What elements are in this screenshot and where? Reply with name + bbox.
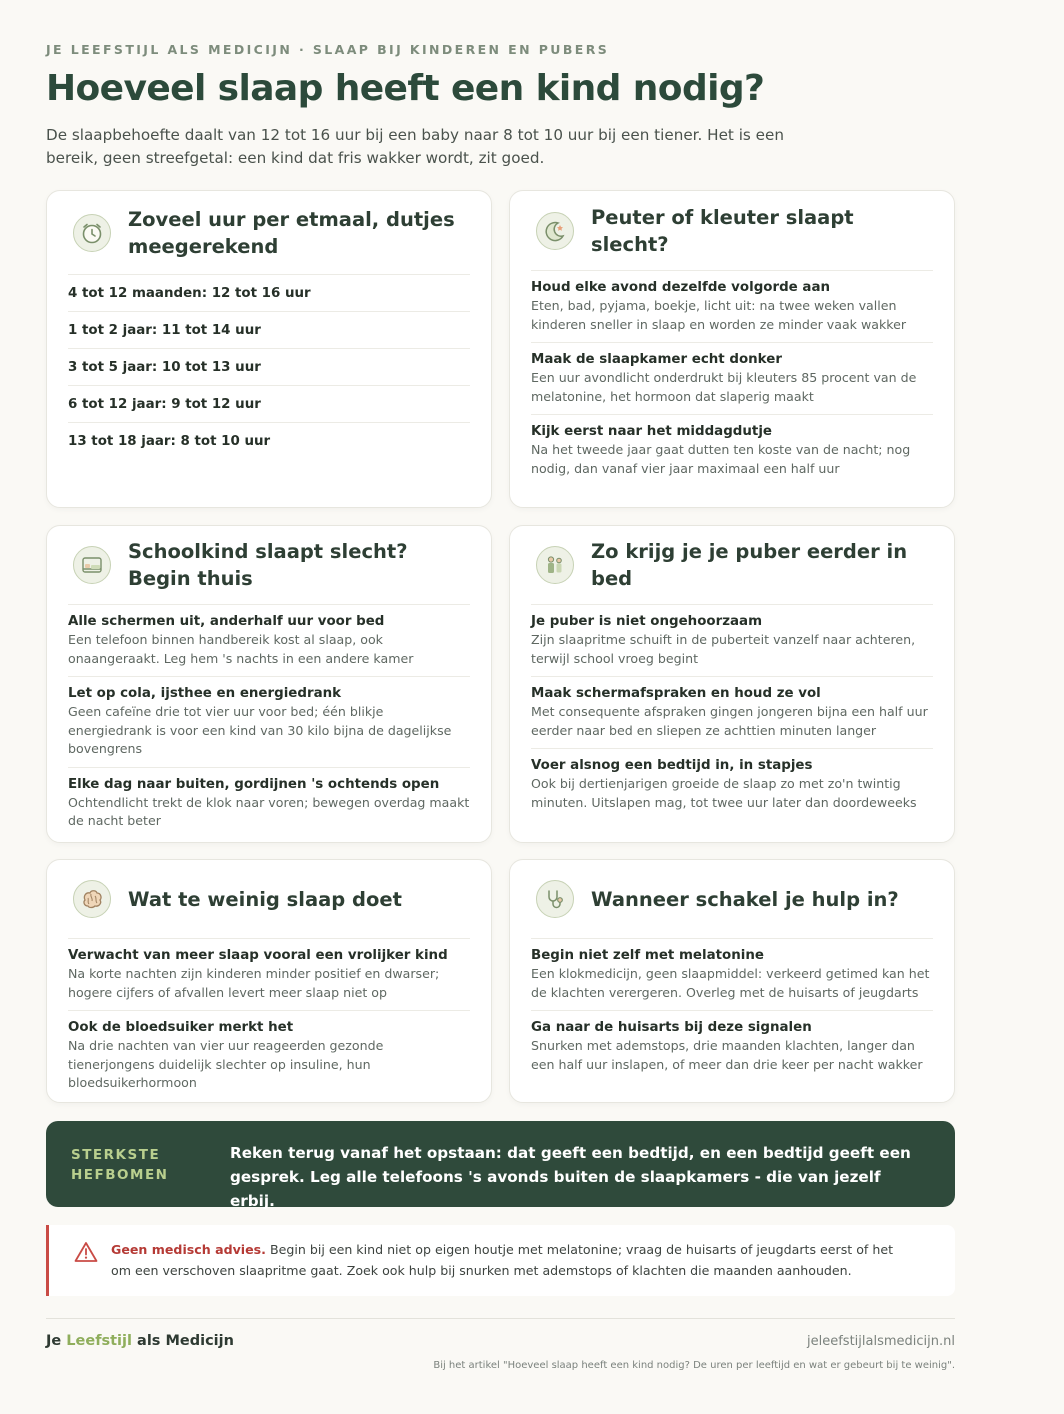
item-title: Verwacht van meer slaap vooral een vrolijker kind [68, 948, 448, 963]
disclaimer-strong: Geen medisch advies. [111, 1242, 266, 1257]
key-levers-banner [46, 1121, 955, 1210]
item-title: Begin niet zelf met melatonine [531, 948, 764, 963]
list-item [68, 939, 470, 1011]
item-body: Een telefoon binnen handbereik kost al slaap, ook onaangeraakt. Leg hem 's nachts in een andere kamer [68, 632, 414, 666]
item-body: Snurken met ademstops, drie maanden klachten, langer dan een half uur inslapen, of meer dan drie keer per nacht wakker [531, 1038, 923, 1072]
item-body: Ochtendlicht trekt de klok naar voren; bewegen overdag maakt de nacht beter [68, 794, 470, 828]
list-item [531, 1011, 933, 1082]
banner-text: Reken terug vanaf het opstaan: dat geeft een bedtijd, en een bedtijd geeft een gesprek. Leg alle telefoons 's avonds buiten de slaapkamers - die van jezelf erbij. [230, 1144, 911, 1210]
banner-label: STERKSTE HEFBOMEN [71, 1147, 169, 1183]
card-title: Peuter of kleuter slaapt slecht? [591, 205, 854, 256]
eyebrow: JE LEEFSTIJL ALS MEDICIJN · SLAAP BIJ KINDEREN EN PUBERS [46, 42, 610, 57]
intro-text: De slaapbehoefte daalt van 12 tot 16 uur bij een baby naar 8 tot 10 uur bij een tiener. Het is een bereik, geen streefgetal: een kind dat fris wakker wordt, zit goed. [46, 126, 784, 167]
medical-disclaimer [46, 1225, 955, 1296]
card-title: Wat te weinig slaap doet [128, 887, 402, 911]
list-item: 4 tot 12 maanden: 12 tot 16 uur [68, 275, 470, 312]
card-title: Wanneer schakel je hulp in? [591, 887, 899, 911]
stethoscope-icon [536, 880, 574, 918]
card-header [68, 526, 470, 605]
tip-list [531, 271, 933, 486]
card-toddler [509, 190, 955, 508]
list-item: 3 tot 5 jaar: 10 tot 13 uur [68, 349, 470, 386]
list-item [68, 605, 470, 677]
tip-list [68, 939, 470, 1101]
card-schoolkid [46, 525, 492, 843]
warning-triangle-icon [74, 1241, 98, 1267]
site-link[interactable]: jeleefstijlalsmedicijn.nl [807, 1334, 955, 1349]
list-item [531, 677, 933, 749]
item-title: Kijk eerst naar het middagdutje [531, 424, 772, 439]
card-header [68, 191, 470, 275]
item-body: Met consequente afspraken gingen jongeren bijna een half uur eerder naar bed en sliepen ze achttien minuten langer [531, 704, 928, 738]
footer-divider [46, 1318, 955, 1319]
moon-star-icon [536, 212, 574, 250]
item-title: Ga naar de huisarts bij deze signalen [531, 1020, 812, 1035]
brand-accent: Leefstijl [66, 1333, 132, 1349]
tip-list [531, 939, 933, 1082]
list-item: 1 tot 2 jaar: 11 tot 14 uur [68, 312, 470, 349]
item-title: Ook de bloedsuiker merkt het [68, 1020, 294, 1035]
item-body: Geen cafeïne drie tot vier uur voor bed; één blikje energiedrank is voor een kind van 30 kilo bijna de dagelijkse bovengrens [68, 704, 452, 756]
list-item [531, 749, 933, 820]
bed-icon [73, 546, 111, 584]
brain-icon [73, 880, 111, 918]
tip-list [68, 605, 470, 839]
item-body: Na drie nachten van vier uur reageerden gezonde tienerjongens duidelijk slechter op insuline, hun bloedsuikerhormoon [68, 1038, 384, 1090]
item-body: Ook bij dertienjarigen groeide de slaap zo met zo'n twintig minuten. Uitslapen mag, tot twee uur later dan doordeweeks [531, 776, 917, 810]
item-body: Een uur avondlicht onderdrukt bij kleuters 85 procent van de melatonine, het hormoon dat slaperig maakt [531, 370, 917, 404]
item-title: Maak schermafspraken en houd ze vol [531, 686, 821, 701]
brand-pre: Je [46, 1333, 67, 1349]
item-title: Maak de slaapkamer echt donker [531, 352, 782, 367]
list-item [531, 343, 933, 415]
item-title: Let op cola, ijsthee en energiedrank [68, 686, 342, 701]
card-sleep-hours [46, 190, 492, 508]
card-header [531, 191, 933, 271]
item-body: Een klokmedicijn, geen slaapmiddel: verkeerd getimed kan het de klachten verergeren. Overleg met de huisarts of jeugdarts [531, 966, 930, 1000]
list-item [531, 271, 933, 343]
family-icon [536, 546, 574, 584]
item-body: Na het tweede jaar gaat dutten ten koste van de nacht; nog nodig, dan vanaf vier jaar maximaal een half uur [531, 442, 911, 476]
alarm-clock-icon [73, 214, 111, 252]
card-title: Zoveel uur per etmaal, dutjes meegerekend [128, 207, 455, 258]
source-note: Bij het artikel "Hoeveel slaap heeft een kind nodig? De uren per leeftijd en wat er gebeurt bij te weinig". [433, 1360, 955, 1371]
item-title: Houd elke avond dezelfde volgorde aan [531, 280, 831, 295]
item-body: Eten, bad, pyjama, boekje, licht uit: na twee weken vallen kinderen sneller in slaap en worden ze minder vaak wakker [531, 298, 907, 332]
disclaimer-body: Begin bij een kind niet op eigen houtje met melatonine; vraag de huisarts of jeugdarts eerst of het om een verschoven slaapritme gaat. Zoek ook hulp bij snurken met ademstops of klachten die maanden aanhouden. [111, 1242, 894, 1278]
list-item [68, 768, 470, 839]
card-teen [509, 525, 955, 843]
age-list [68, 275, 470, 460]
list-item [68, 1011, 470, 1101]
list-item [531, 605, 933, 677]
card-header [68, 860, 470, 939]
tip-list [531, 605, 933, 820]
card-header [531, 860, 933, 939]
item-title: Elke dag naar buiten, gordijnen 's ochtends open [68, 776, 440, 792]
list-item [531, 939, 933, 1011]
list-item: 13 tot 18 jaar: 8 tot 10 uur [68, 434, 271, 449]
brand-logo [46, 1333, 234, 1349]
item-body: Zijn slaapritme schuift in de puberteit vanzelf naar achteren, terwijl school vroeg begint [531, 632, 916, 666]
card-help [509, 859, 955, 1103]
card-header [531, 526, 933, 605]
item-title: Voer alsnog een bedtijd in, in stapjes [531, 758, 813, 773]
page-title: Hoeveel slaap heeft een kind nodig? [46, 68, 765, 109]
card-title: Schoolkind slaapt slecht? Begin thuis [128, 540, 408, 590]
item-title: Je puber is niet ongehoorzaam [531, 614, 763, 629]
list-item: 6 tot 12 jaar: 9 tot 12 uur [68, 386, 470, 423]
item-body: Na korte nachten zijn kinderen minder positief en dwarser; hogere cijfers of afvallen levert meer slaap niet op [68, 966, 440, 1000]
disclaimer-text [111, 1239, 911, 1281]
brand-post: als Medicijn [131, 1333, 234, 1349]
card-title: Zo krijg je je puber eerder in bed [591, 540, 908, 590]
card-effects [46, 859, 492, 1103]
list-item [531, 415, 933, 486]
list-item [68, 677, 470, 768]
item-title: Alle schermen uit, anderhalf uur voor bed [68, 614, 385, 629]
